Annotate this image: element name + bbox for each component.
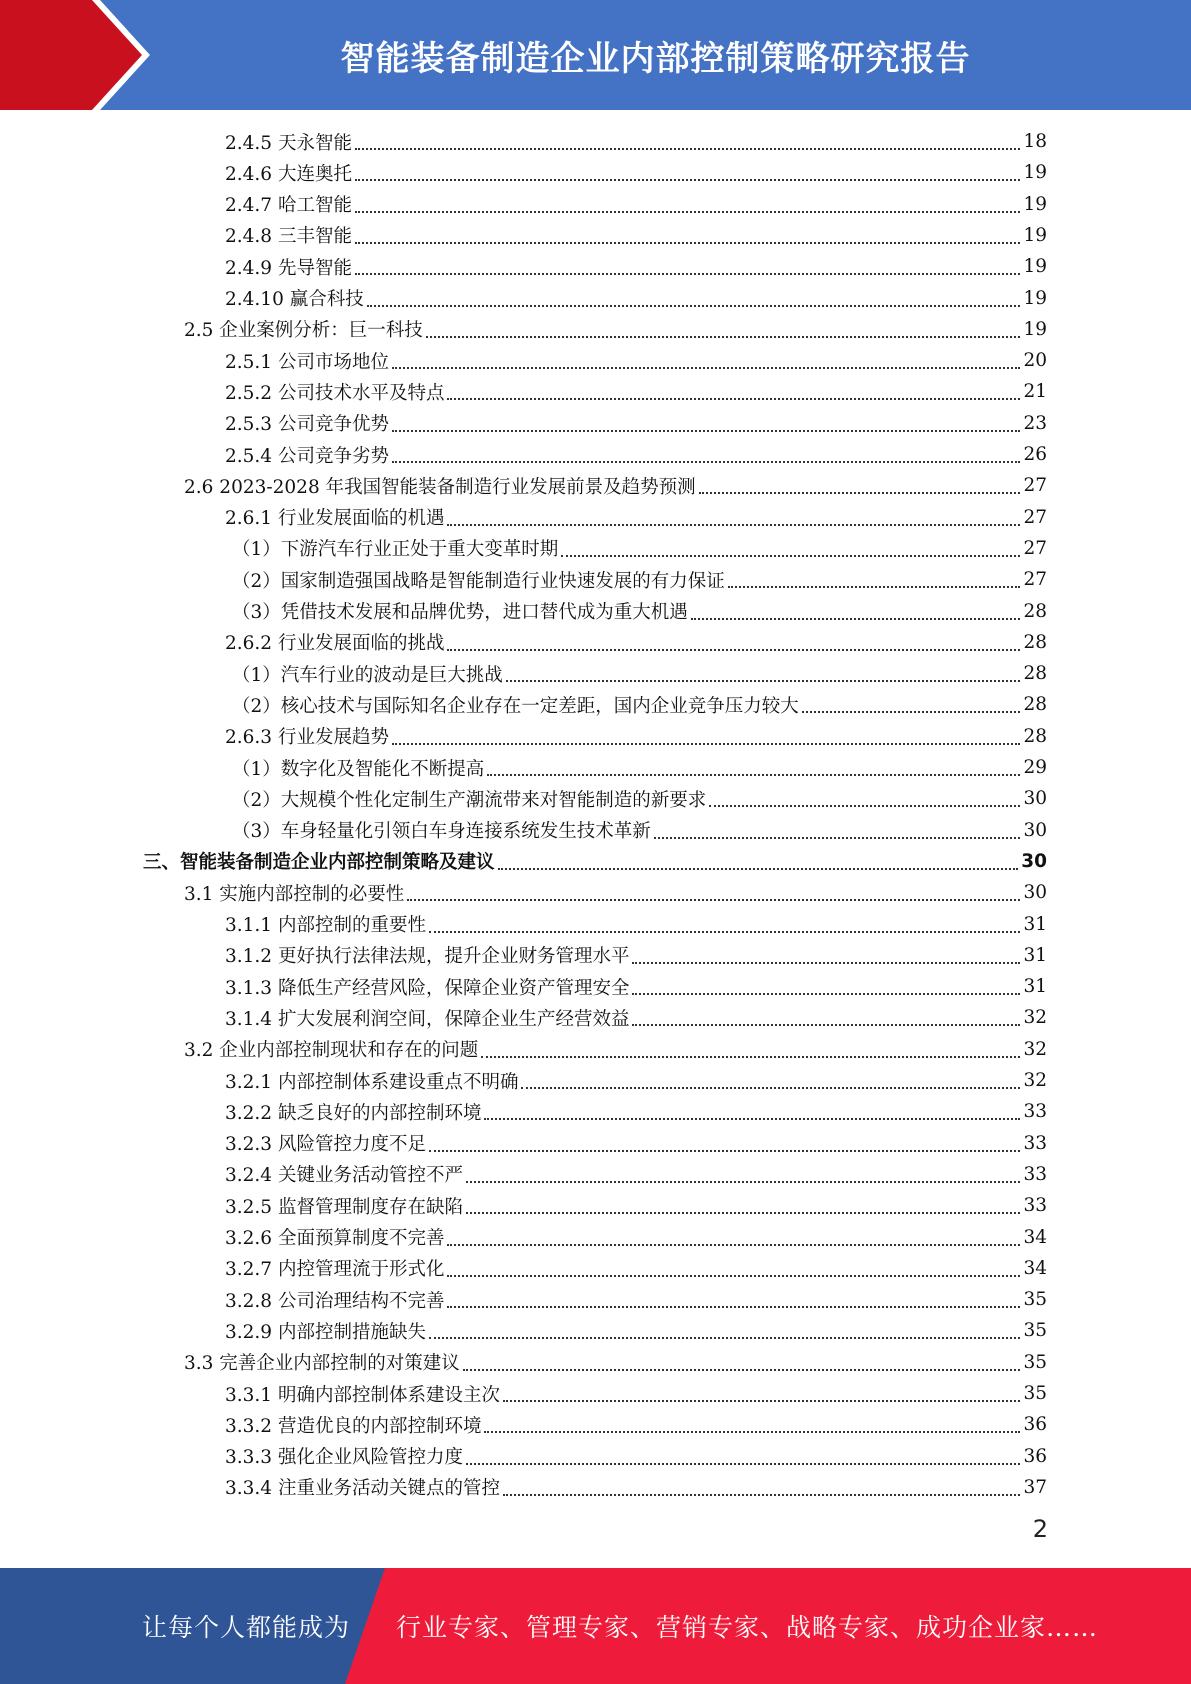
toc-entry[interactable] <box>232 658 1047 689</box>
toc-entry[interactable] <box>225 126 1047 157</box>
toc-entry-title: 3.2.3 风险管控力度不足 <box>225 1134 426 1156</box>
toc-entry-title: 3.1.3 降低生产经营风险，保障企业资产管理安全 <box>225 977 630 999</box>
toc-entry[interactable] <box>184 1347 1047 1378</box>
toc-entry-page: 19 <box>1023 193 1047 215</box>
toc-entry-title: 3.3.2 营造优良的内部控制环境 <box>225 1415 482 1437</box>
toc-dot-leader <box>699 491 1021 494</box>
toc-entry[interactable] <box>225 1409 1047 1440</box>
toc-entry-title: 2.5.3 公司竞争优势 <box>225 414 389 436</box>
toc-dot-leader <box>447 1305 1020 1308</box>
toc-dot-leader <box>392 742 1020 745</box>
toc-entry[interactable] <box>232 564 1047 595</box>
toc-dot-leader <box>426 335 1021 338</box>
toc-dot-leader <box>632 961 1020 964</box>
toc-dot-leader <box>506 679 1021 682</box>
toc-dot-leader <box>466 1211 1020 1214</box>
page-footer <box>0 1568 1191 1684</box>
toc-entry-page: 33 <box>1023 1101 1047 1123</box>
toc-dot-leader <box>691 617 1021 620</box>
toc-entry-title: （2）核心技术与国际知名企业存在一定差距，国内企业竞争压力较大 <box>232 695 799 717</box>
toc-dot-leader <box>487 773 1020 776</box>
toc-entry-title: 3.1.2 更好执行法律法规，提升企业财务管理水平 <box>225 946 630 968</box>
toc-dot-leader <box>654 836 1021 839</box>
toc-dot-leader <box>429 1149 1020 1152</box>
toc-entry-page: 19 <box>1023 287 1047 309</box>
toc-entry-page: 36 <box>1023 1445 1047 1467</box>
toc-entry-title: 2.6.3 行业发展趋势 <box>225 727 389 749</box>
toc-dot-leader <box>466 1180 1020 1183</box>
toc-dot-leader <box>503 1493 1020 1496</box>
toc-entry-title: 3.2.8 公司治理结构不完善 <box>225 1290 445 1312</box>
toc-dot-leader <box>447 1243 1020 1246</box>
toc-entry-title: 3.2.1 内部控制体系建设重点不明确 <box>225 1071 519 1093</box>
toc-entry-page: 18 <box>1023 131 1047 152</box>
page-header <box>0 0 1191 110</box>
toc-entry-title: 2.4.9 先导智能 <box>225 257 352 279</box>
toc-entry-page: 28 <box>1023 694 1047 716</box>
toc-entry[interactable] <box>225 1315 1047 1346</box>
header-arrow-decoration <box>0 0 160 110</box>
toc-dot-leader <box>447 523 1020 526</box>
toc-entry[interactable] <box>225 1190 1047 1221</box>
toc-entry-page: 35 <box>1023 1289 1047 1311</box>
toc-entry[interactable] <box>232 783 1047 814</box>
toc-entry-page: 30 <box>1023 882 1047 904</box>
toc-entry-page: 36 <box>1023 1414 1047 1436</box>
toc-entry[interactable] <box>225 157 1047 188</box>
toc-dot-leader <box>709 804 1020 807</box>
toc-dot-leader <box>463 1368 1021 1371</box>
toc-entry[interactable] <box>225 439 1047 470</box>
footer-slogan-right: 行业专家、管理专家、营销专家、战略专家、成功企业家…… <box>396 1613 1099 1642</box>
toc-entry-title: （2）国家制造强国战略是智能制造行业快速发展的有力保证 <box>232 570 725 592</box>
toc-dot-leader <box>429 930 1020 933</box>
toc-entry-page: 33 <box>1023 1132 1047 1154</box>
toc-entry-title: 2.4.8 三丰智能 <box>225 226 352 248</box>
toc-entry-page: 20 <box>1023 350 1047 372</box>
toc-entry-page: 30 <box>1023 819 1047 841</box>
toc-entry[interactable] <box>225 220 1047 251</box>
toc-entry[interactable] <box>184 877 1047 908</box>
toc-dot-leader <box>447 1274 1020 1277</box>
toc-entry-page: 33 <box>1023 1195 1047 1217</box>
toc-entry-page: 30 <box>1021 850 1047 872</box>
toc-entry-title: 3.2 企业内部控制现状和存在的问题 <box>184 1040 479 1062</box>
toc-entry[interactable] <box>225 251 1047 282</box>
toc-entry[interactable] <box>184 470 1047 501</box>
toc-entry-page: 19 <box>1023 256 1047 278</box>
toc-entry[interactable] <box>232 533 1047 564</box>
toc-entry[interactable] <box>184 1034 1047 1065</box>
toc-entry-page: 19 <box>1023 162 1047 184</box>
toc-entry-title: （1）下游汽车行业正处于重大变革时期 <box>232 539 559 561</box>
toc-entry-page: 29 <box>1023 757 1047 778</box>
toc-entry-title: 3.2.5 监督管理制度存在缺陷 <box>225 1196 463 1218</box>
toc-entry[interactable] <box>225 940 1047 971</box>
toc-entry-title: 3.3.4 注重业务活动关键点的管控 <box>225 1478 500 1500</box>
toc-entry-title: （1）汽车行业的波动是巨大挑战 <box>232 664 503 686</box>
toc-entry[interactable] <box>225 345 1047 376</box>
toc-entry[interactable] <box>232 689 1047 720</box>
toc-entry-title: 2.6.1 行业发展面临的机遇 <box>225 508 445 530</box>
toc-entry-page: 34 <box>1023 1226 1047 1248</box>
toc-entry-title: 三、智能装备制造企业内部控制策略及建议 <box>143 852 495 874</box>
toc-entry[interactable] <box>225 1472 1047 1503</box>
report-title: 智能装备制造企业内部控制策略研究报告 <box>340 38 971 79</box>
toc-entry[interactable] <box>225 1378 1047 1409</box>
toc-entry[interactable] <box>225 627 1047 658</box>
toc-entry-page: 34 <box>1023 1257 1047 1279</box>
toc-entry[interactable] <box>225 1253 1047 1284</box>
toc-entry-title: 3.3 完善企业内部控制的对策建议 <box>184 1353 460 1375</box>
toc-entry[interactable] <box>225 909 1047 940</box>
toc-entry-title: 3.2.4 关键业务活动管控不严 <box>225 1165 463 1187</box>
toc-entry[interactable] <box>225 1096 1047 1127</box>
toc-entry[interactable] <box>225 408 1047 439</box>
toc-entry-page: 19 <box>1023 318 1047 340</box>
toc-entry-title: （2）大规模个性化定制生产潮流带来对智能制造的新要求 <box>232 789 707 811</box>
toc-entry-title: 3.2.9 内部控制措施缺失 <box>225 1321 426 1343</box>
toc-entry-page: 35 <box>1023 1383 1047 1404</box>
toc-entry-title: 3.3.3 强化企业风险管控力度 <box>225 1447 463 1469</box>
toc-entry-page: 30 <box>1023 788 1047 810</box>
toc-entry[interactable] <box>225 1159 1047 1190</box>
toc-entry-page: 35 <box>1023 1351 1047 1373</box>
toc-entry[interactable] <box>225 1002 1047 1033</box>
toc-entry[interactable] <box>225 376 1047 407</box>
toc-entry-title: 3.2.2 缺乏良好的内部控制环境 <box>225 1102 482 1124</box>
toc-entry-title: 2.6.2 行业发展面临的挑战 <box>225 633 445 655</box>
toc-dot-leader <box>355 272 1021 275</box>
toc-dot-leader <box>392 460 1020 463</box>
toc-dot-leader <box>355 147 1021 150</box>
toc-dot-leader <box>447 648 1020 651</box>
toc-dot-leader <box>498 867 1019 870</box>
toc-dot-leader <box>407 898 1020 901</box>
toc-entry-page: 32 <box>1023 1070 1047 1091</box>
toc-entry-title: 2.5.1 公司市场地位 <box>225 351 389 373</box>
toc-entry-page: 31 <box>1023 976 1047 998</box>
toc-dot-leader <box>484 1117 1020 1120</box>
toc-entry-page: 27 <box>1023 475 1047 497</box>
toc-dot-leader <box>561 554 1020 557</box>
toc-entry-page: 28 <box>1023 600 1047 622</box>
toc-entry[interactable] <box>225 1222 1047 1253</box>
toc-entry-title: 2.6 2023-2028 年我国智能装备制造行业发展前景及趋势预测 <box>184 476 696 498</box>
toc-entry-page: 31 <box>1023 913 1047 935</box>
toc-entry[interactable] <box>225 721 1047 752</box>
toc-dot-leader <box>466 1462 1020 1465</box>
toc-entry-page: 31 <box>1023 944 1047 966</box>
toc-entry-page: 37 <box>1023 1476 1047 1498</box>
toc-entry-page: 26 <box>1023 444 1047 465</box>
toc-entry[interactable] <box>225 971 1047 1002</box>
toc-entry-title: 3.2.7 内控管理流于形式化 <box>225 1259 445 1281</box>
toc-entry-title: 2.4.7 哈工智能 <box>225 195 352 217</box>
toc-entry-page: 32 <box>1023 1038 1047 1060</box>
toc-entry-page: 27 <box>1023 537 1047 559</box>
toc-entry-page: 35 <box>1023 1320 1047 1342</box>
toc-entry-title: 2.5.2 公司技术水平及特点 <box>225 382 445 404</box>
toc-entry[interactable] <box>225 502 1047 533</box>
toc-entry[interactable] <box>225 1284 1047 1315</box>
toc-entry-page: 28 <box>1023 725 1047 747</box>
toc-entry-page: 33 <box>1023 1163 1047 1185</box>
toc-entry[interactable] <box>232 815 1047 846</box>
toc-entry-title: 2.4.10 赢合科技 <box>225 289 364 310</box>
toc-entry-title: 3.1.1 内部控制的重要性 <box>225 915 426 936</box>
toc-entry-title: （3）车身轻量化引领白车身连接系统发生技术革新 <box>232 821 651 843</box>
toc-dot-leader <box>447 397 1020 400</box>
toc-entry[interactable] <box>225 189 1047 220</box>
toc-dot-leader <box>392 429 1020 432</box>
toc-entry-title: 3.1.4 扩大发展利润空间，保障企业生产经营效益 <box>225 1008 630 1030</box>
toc-dot-leader <box>802 710 1021 713</box>
footer-slogan-left: 让每个人都能成为 <box>142 1613 351 1642</box>
toc-entry-page: 27 <box>1023 506 1047 528</box>
toc-entry-page: 28 <box>1023 631 1047 653</box>
toc-entry-title: 3.2.6 全面预算制度不完善 <box>225 1228 445 1249</box>
toc-dot-leader <box>632 992 1020 995</box>
toc-entry[interactable] <box>225 1065 1047 1096</box>
toc-dot-leader <box>728 585 1021 588</box>
toc-dot-leader <box>429 1336 1020 1339</box>
toc-entry-page: 21 <box>1023 381 1047 403</box>
toc-entry-title: 2.5.4 公司竞争劣势 <box>225 445 389 467</box>
toc-entry[interactable] <box>225 1441 1047 1472</box>
toc-entry-title: 2.5 企业案例分析：巨一科技 <box>184 320 423 342</box>
toc-entry-title: （1）数字化及智能化不断提高 <box>232 758 485 780</box>
page-number: 2 <box>1032 1515 1048 1543</box>
toc-entry-title: 3.1 实施内部控制的必要性 <box>184 883 405 905</box>
toc-entry-page: 28 <box>1023 663 1047 685</box>
toc-dot-leader <box>632 1023 1020 1026</box>
toc-entry-title: 2.4.5 天永智能 <box>225 132 352 154</box>
toc-entry-title: 2.4.6 大连奥托 <box>225 163 352 185</box>
toc-entry-page: 23 <box>1023 412 1047 434</box>
toc-dot-leader <box>355 241 1021 244</box>
toc-dot-leader <box>392 366 1020 369</box>
toc-dot-leader <box>521 1086 1020 1089</box>
toc-entry-title: （3）凭借技术发展和品牌优势，进口替代成为重大机遇 <box>232 602 688 623</box>
toc-entry[interactable] <box>143 846 1047 877</box>
toc-dot-leader <box>355 178 1021 181</box>
toc-dot-leader <box>367 304 1021 307</box>
toc-entry[interactable] <box>225 1128 1047 1159</box>
toc-entry-page: 32 <box>1023 1007 1047 1029</box>
toc-dot-leader <box>355 210 1021 213</box>
toc-dot-leader <box>503 1399 1020 1402</box>
toc-entry-page: 19 <box>1023 224 1047 246</box>
toc-entry[interactable] <box>232 596 1047 627</box>
toc-entry-title: 3.3.1 明确内部控制体系建设主次 <box>225 1384 500 1406</box>
toc-dot-leader <box>484 1430 1020 1433</box>
toc-entry[interactable] <box>225 283 1047 314</box>
toc-dot-leader <box>481 1055 1020 1058</box>
toc-entry-page: 27 <box>1023 569 1047 591</box>
toc-entry[interactable] <box>232 752 1047 783</box>
toc-entry[interactable] <box>184 314 1047 345</box>
